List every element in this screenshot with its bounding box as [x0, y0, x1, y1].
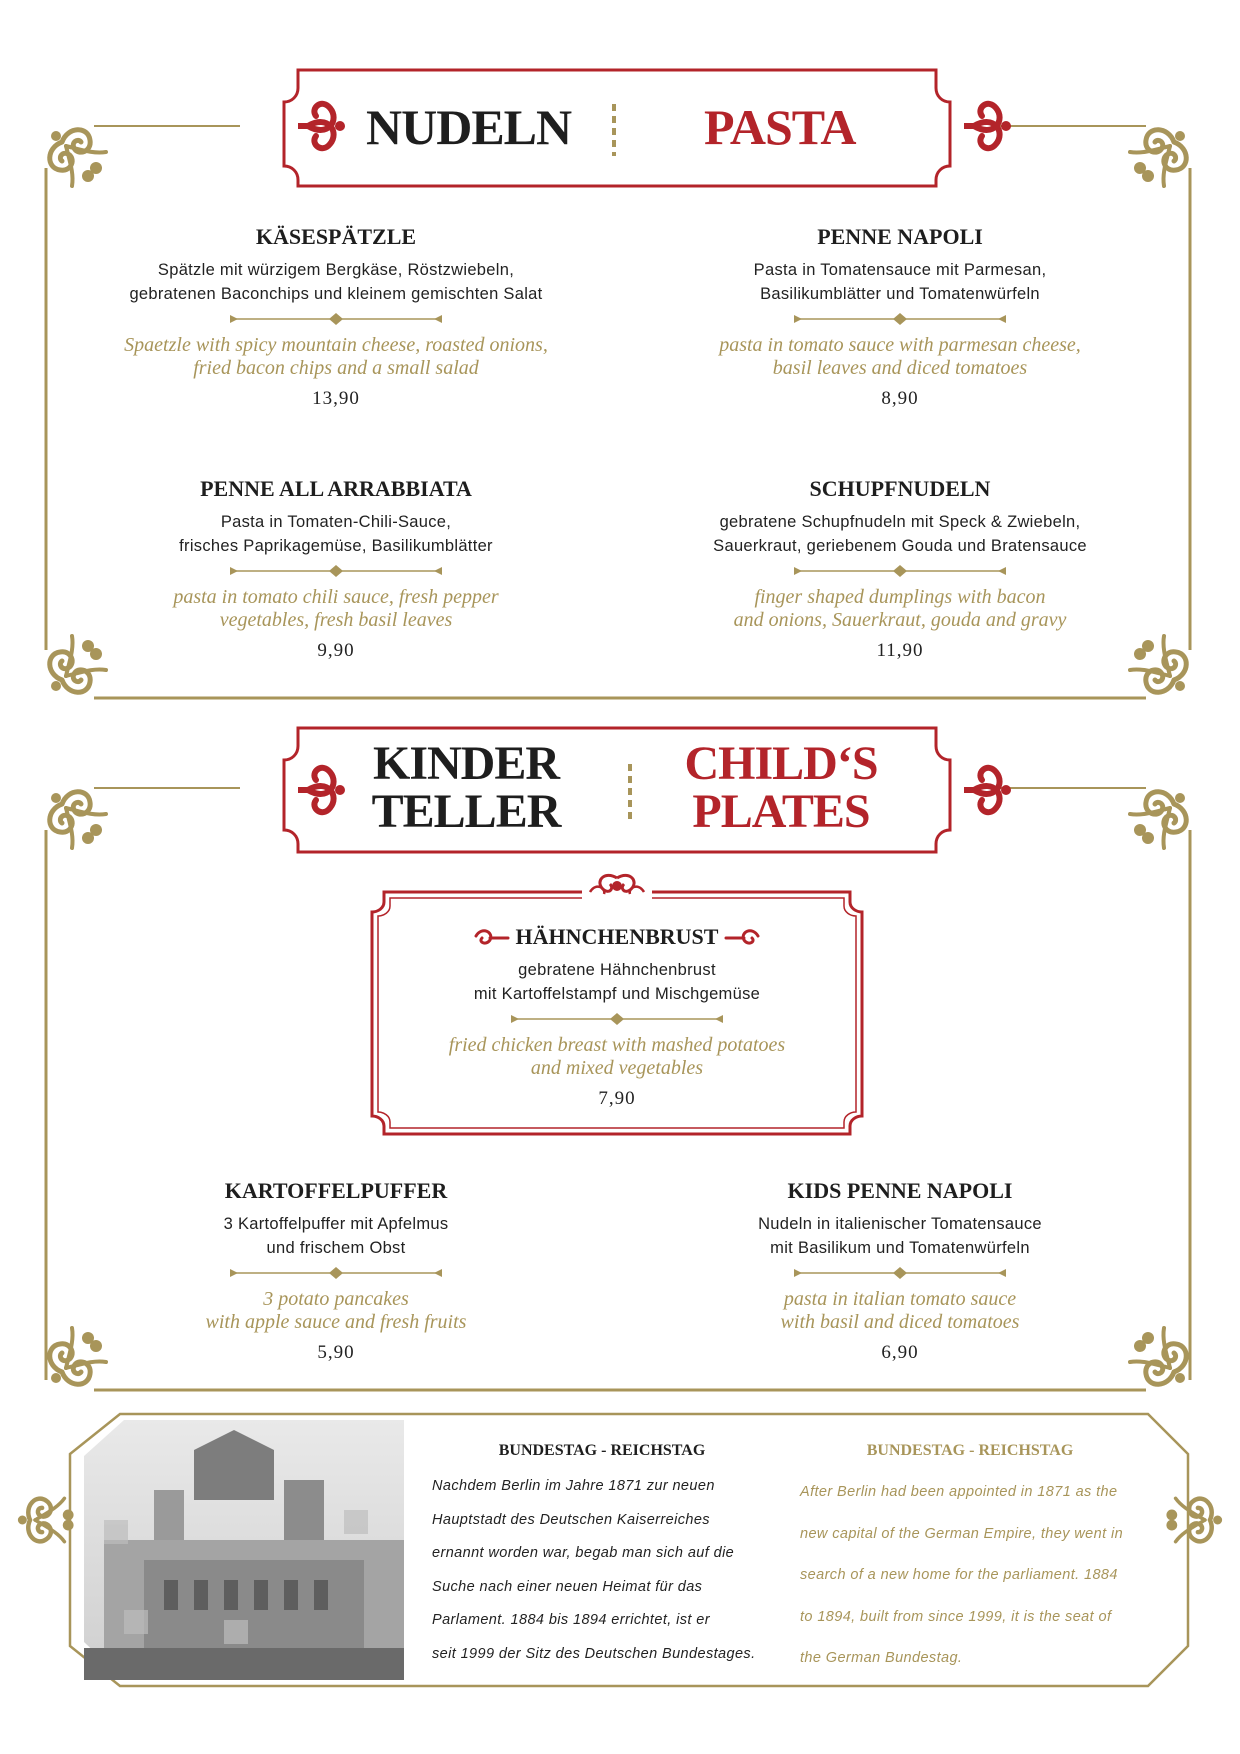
arrow-divider-icon: [226, 1264, 446, 1282]
info-title-en: BUNDESTAG - REICHSTAG: [866, 1442, 1074, 1459]
arrow-divider-icon: [226, 562, 446, 580]
item-price: 5,90: [317, 1342, 355, 1363]
arrow-divider-icon: [790, 562, 1010, 580]
item-name: SCHUPFNUDELN: [809, 476, 991, 501]
item-price: 8,90: [881, 388, 919, 409]
item-description-en: Spaetzle with spicy mountain cheese, roasted onions, fried bacon chips and a small salad: [124, 334, 548, 379]
info-title-de: BUNDESTAG - REICHSTAG: [498, 1442, 706, 1459]
item-description-en: pasta in tomato chili sauce, fresh pepper vegetables, fresh basil leaves: [173, 586, 499, 631]
section-title-de: NUDELN: [366, 99, 572, 155]
item-description-de: Spätzle mit würzigem Bergkäse, Röstzwiebeln, gebratenen Baconchips und kleinem gemischten Salat: [129, 261, 543, 303]
menu-item: [76, 224, 596, 410]
menu-item: [76, 1178, 596, 1364]
featured-menu-item: [357, 924, 877, 1110]
item-name: KÄSESPÄTZLE: [255, 224, 417, 249]
item-description-en: pasta in tomato sauce with parmesan cheese, basil leaves and diced tomatoes: [719, 334, 1081, 379]
menu-item: [76, 476, 596, 662]
item-name: KARTOFFELPUFFER: [224, 1178, 448, 1203]
reichstag-photo: [84, 1420, 404, 1680]
menu-item: [640, 224, 1160, 410]
item-description-de: gebratene Schupfnudeln mit Speck & Zwiebeln, Sauerkraut, geriebenem Gouda und Bratensauce: [713, 513, 1087, 555]
item-description-en: fried chicken breast with mashed potatoes and mixed vegetables: [448, 1034, 786, 1079]
item-description-en: 3 potato pancakes with apple sauce and fresh fruits: [205, 1288, 467, 1333]
info-text-en: After Berlin had been appointed in 1871 as the new capital of the German Empire, they went in search of a new home for the parliament. 1884 to 1894, built from since 1999, it is the seat of the German Bundestag.: [800, 1484, 1124, 1666]
section-title-en: CHILD‘S PLATES: [684, 737, 878, 838]
item-description-de: Nudeln in italienischer Tomatensauce mit Basilikum und Tomatenwürfeln: [758, 1215, 1042, 1257]
item-description-en: pasta in italian tomato sauce with basil and diced tomatoes: [780, 1288, 1020, 1333]
arrow-divider-icon: [790, 1264, 1010, 1282]
item-name: PENNE NAPOLI: [817, 224, 983, 249]
arrow-divider-icon: [226, 310, 446, 328]
arrow-divider-icon: [507, 1010, 727, 1028]
item-description-de: Pasta in Tomatensauce mit Parmesan, Basilikumblätter und Tomatenwürfeln: [753, 261, 1047, 303]
section-title-en: PASTA: [704, 99, 856, 155]
item-description-de: Pasta in Tomaten-Chili-Sauce, frisches Paprikagemüse, Basilikumblätter: [179, 513, 493, 555]
item-price: 7,90: [598, 1088, 636, 1109]
item-name: KIDS PENNE NAPOLI: [787, 1178, 1013, 1203]
item-description-de: 3 Kartoffelpuffer mit Apfelmus und frischem Obst: [223, 1215, 449, 1257]
item-price: 13,90: [312, 388, 360, 409]
item-name: PENNE ALL ARRABBIATA: [200, 476, 472, 501]
item-name: HÄHNCHENBRUST: [515, 924, 719, 949]
item-price: 9,90: [317, 640, 355, 661]
item-description-en: finger shaped dumplings with bacon and onions, Sauerkraut, gouda and gravy: [733, 586, 1067, 631]
menu-item: [640, 476, 1160, 662]
info-text-de: Nachdem Berlin im Jahre 1871 zur neuen Hauptstadt des Deutschen Kaiserreiches ernannt worden war, begab man sich auf die Suche nach einer neuen Heimat für das Parlament. 1884 bis 1894 errichtet, ist er seit 1999 der Sitz des Deutschen Bundestages.: [432, 1478, 756, 1662]
menu-item: [640, 1178, 1160, 1364]
item-description-de: gebratene Hähnchenbrust mit Kartoffelstampf und Mischgemüse: [473, 961, 761, 1003]
arrow-divider-icon: [790, 310, 1010, 328]
item-price: 6,90: [881, 1342, 919, 1363]
section-title-de: KINDER TELLER: [371, 737, 561, 838]
item-price: 11,90: [876, 640, 924, 661]
